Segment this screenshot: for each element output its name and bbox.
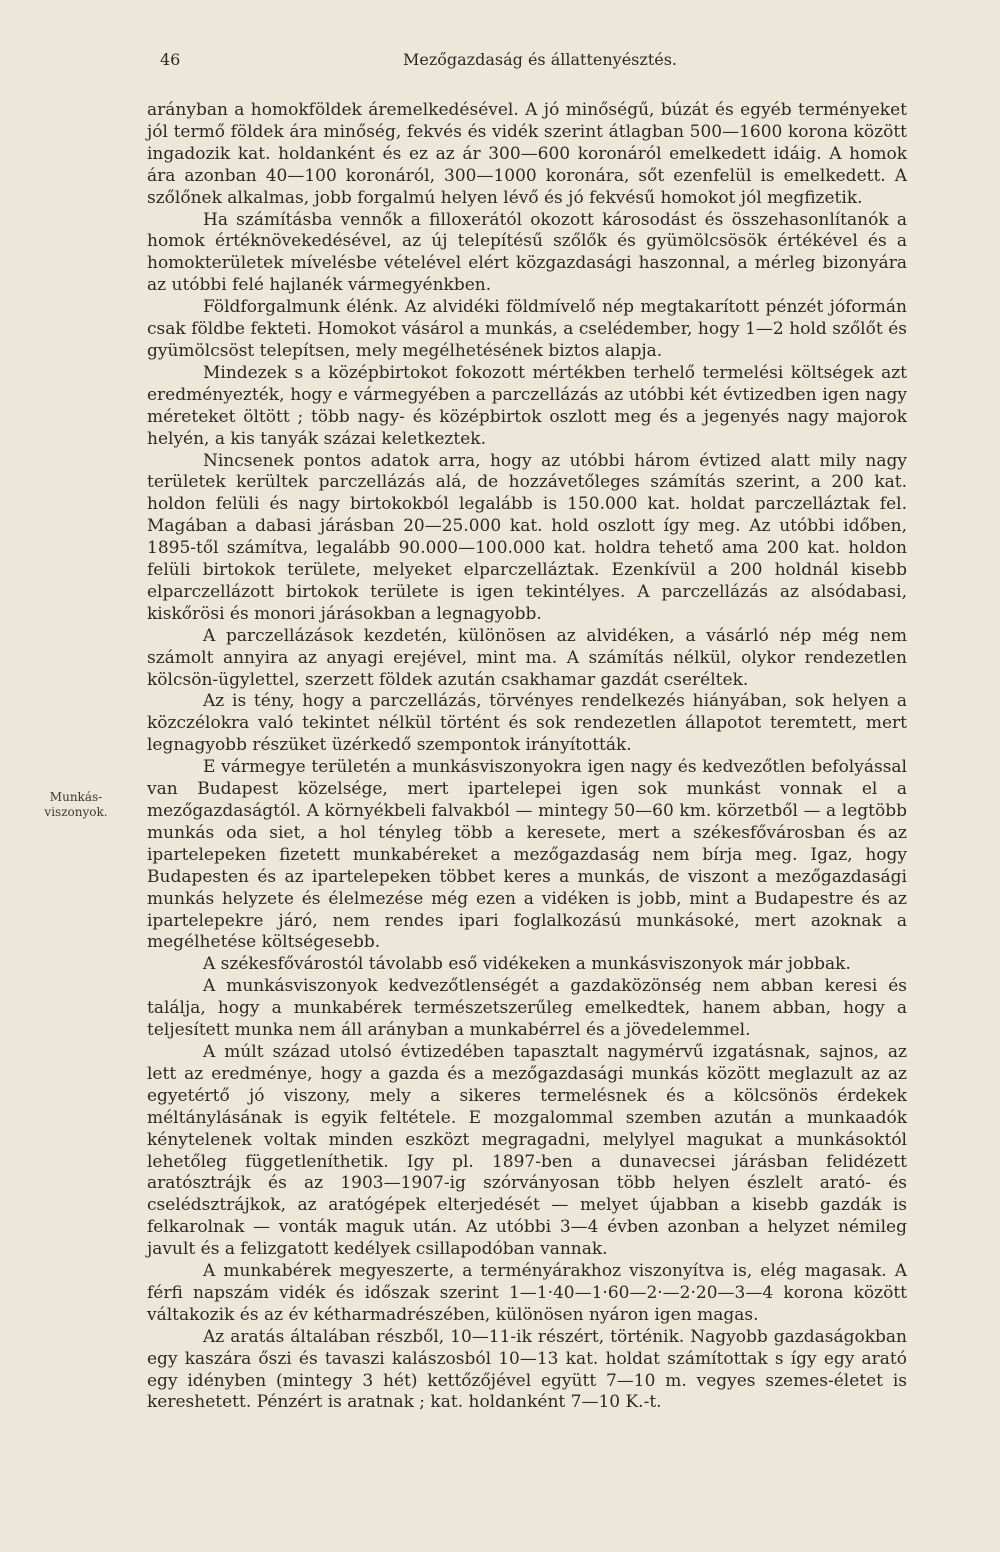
- paragraph: Az is tény, hogy a parczellázás, törvényes rendelkezés hiányában, sok helyen a közczélokra való tekintet nélkül történt és sok rendezetlen állapotot teremtett, mert legnagyobb részüket üzérkedő szempontok irányították.: [147, 691, 907, 756]
- page-number: 46: [160, 50, 181, 69]
- running-title: Mezőgazdaság és állattenyésztés.: [402, 50, 678, 69]
- margin-note-line-2: viszonyok.: [44, 805, 108, 819]
- paragraph: Nincsenek pontos adatok arra, hogy az utóbbi három évtized alatt mily nagy területek kerültek parczellázás alá, de hozzávetőleges számítás szerint, a 200 kat. holdon felüli és nagy birtokokból legalább is 150.000 kat. holdat parczelláztak fel. Magában a dabasi járásban 20—25.000 kat. hold oszlott így meg. Az utóbbi időben, 1895-től számítva, legalább 90.000—100.000 kat. holdra tehető ama 200 kat. holdon felüli birtokok területe, melyeket elparczelláztak. Ezenkívül a 200 holdnál kisebb elparczellázott birtokok területe is igen tekintélyes. A parczellázás az alsódabasi, kiskőrösi és monori járásokban a legnagyobb.: [147, 450, 907, 624]
- paragraph: A múlt század utolsó évtizedében tapasztalt nagymérvű izgatásnak, sajnos, az lett az eredménye, hogy a gazda és a mezőgazdasági munkás között meglazult az az egyetértő jó viszony, mely a sikeres termelésnek és a kölcsönös érdekek méltánylásának is egyik feltétele. E mozgalommal szemben azután a munkaadók kénytelenek voltak minden eszközt megragadni, melylyel magukat a munkásoktól lehetőleg függetleníthetik. Igy pl. 1897-ben a dunavecsei járásban felidézett aratósztrájk és az 1903—1907-ig szórványosan több helyen észlelt arató- és cselédsztrájkok, az aratógépek elterjedését — melyet újabban a kisebb gazdák is felkarolnak — vonták maguk után. Az utóbbi 3—4 évben azonban a helyzet némileg javult és a felizgatott kedélyek csillapodóban vannak.: [147, 1041, 907, 1260]
- paragraph: Földforgalmunk élénk. Az alvidéki földmívelő nép megtakarított pénzét jóformán csak földbe fekteti. Homokot vásárol a munkás, a cselédember, hogy 1—2 hold szőlőt és gyümölcsöst telepítsen, mely megélhetésének biztos alapja.: [147, 297, 907, 361]
- body-text: [147, 100, 907, 1414]
- margin-note: [24, 790, 128, 820]
- paragraph: arányban a homokföldek áremelkedésével. A jó minőségű, búzát és egyéb terményeket jól termő földek ára minőség, fekvés és vidék szerint átlagban 500—1600 korona között ingadozik kat. holdanként és ez az ár 300—600 koronáról emelkedett idáig. A homok ára azonban 40—100 koronáról, 300—1000 koronára, sőt ezenfelül is emelkedett. A szőlőnek alkalmas, jobb forgalmú helyen lévő és jó fekvésű homokot jól megfizetik.: [147, 100, 907, 208]
- paragraph: A székesfővárostól távolabb eső vidékeken a munkásviszonyok már jobbak.: [203, 954, 851, 975]
- paragraph: A munkabérek megyeszerte, a terményárakhoz viszonyítva is, elég magasak. A férfi napszám vidék és időszak szerint 1—1·40—1·60—2·—2·20—3—4 korona között váltakozik és az év kétharmadrészében, különösen nyáron igen magas.: [147, 1261, 907, 1325]
- paragraph: Az aratás általában részből, 10—11-ik részért, történik. Nagyobb gazdaságokban egy kaszára őszi és tavaszi kalászosból 10—13 kat. holdat számítottak s így egy arató egy idényben (mintegy 3 hét) kettőzőjével együtt 7—10 m. vegyes szemes-életet is kereshetett. Pénzért is aratnak ; kat. holdanként 7—10 K.-t.: [147, 1326, 907, 1413]
- paragraph: E vármegye területén a munkásviszonyokra igen nagy és kedvezőtlen befolyással van Budapest közelsége, mert ipartelepei igen sok munkást vonnak el a mezőgazdaságtól. A környékbeli falvakból — mintegy 50—60 km. körzetből — a legtöbb munkás oda siet, a hol tényleg több a keresete, mert a székesfővárosban és az ipartelepeken fizetett munkabéreket a mezőgazdaság nem bírja meg. Igaz, hogy Budapesten és az ipartelepeken többet keres a munkás, de viszont a mezőgazdasági munkás helyzete és élelmezése még ezen a vidéken is jobb, mint a Budapestre és az ipartelepekre járó, nem rendes ipari foglalkozású munkásoké, mert azoknak a megélhetése költségesebb.: [147, 757, 907, 953]
- paragraph: Ha számításba vennők a filloxerától okozott károsodást és összehasonlítanók a homok értéknövekedésével, az új telepítésű szőlők és gyümölcsösök értékével és a homokterületek mívelésbe vételével elért közgazdasági haszonnal, a mérleg bizonyára az utóbbi felé hajlanék vármegyénkben.: [147, 209, 907, 296]
- page-header: [160, 50, 920, 74]
- margin-note-line-1: Munkás-: [49, 790, 103, 804]
- paragraph: A parczellázások kezdetén, különösen az alvidéken, a vásárló nép még nem számolt annyira az anyagi erejével, mint ma. A számítás nélkül, olykor rendezetlen kölcsön-ügylettel, szerzett földek azután csakhamar gazdát cseréltek.: [147, 625, 907, 690]
- paragraph: A munkásviszonyok kedvezőtlenségét a gazdaközönség nem abban keresi és találja, hogy a munkabérek természetszerűleg emelkedtek, hanem abban, hogy a teljesített munka nem áll arányban a munkabérrel és a jövedelemmel.: [147, 976, 907, 1041]
- paragraph: Mindezek s a középbirtokot fokozott mértékben terhelő termelési költségek azt eredményezték, hogy e vármegyében a parczellázás az utóbbi két évtizedben igen nagy méreteket öltött ; több nagy- és középbirtok oszlott meg és a jegenyés nagy majorok helyén, a kis tanyák százai keletkeztek.: [147, 362, 907, 449]
